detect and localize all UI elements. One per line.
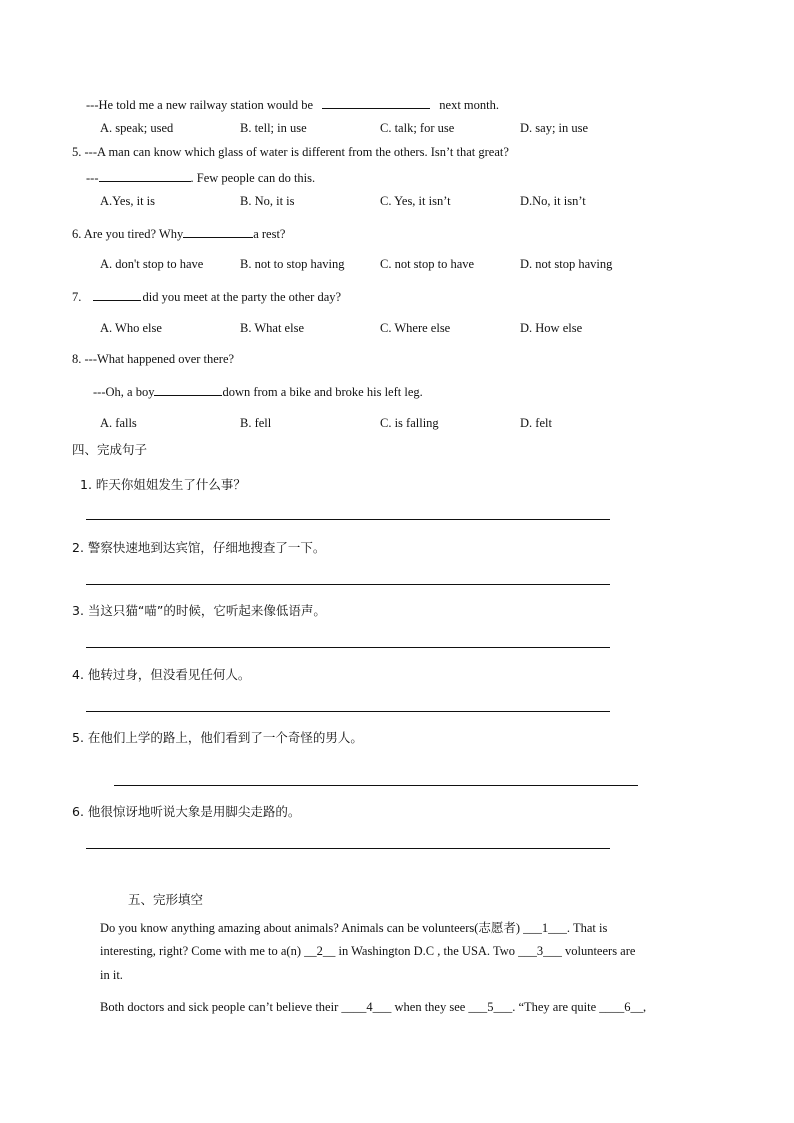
q7-option-c[interactable]: C. Where else — [380, 321, 451, 335]
q7-blank[interactable] — [93, 289, 141, 301]
q6-option-a[interactable]: A. don't stop to have — [100, 257, 204, 271]
q5-option-b[interactable]: B. No, it is — [240, 194, 295, 208]
s4-answer-line-5[interactable] — [114, 785, 638, 786]
q4-stem: ---He told me a new railway station would be next month. — [86, 98, 499, 112]
s4-answer-line-2[interactable] — [86, 584, 610, 585]
q4-option-b[interactable]: B. tell; in use — [240, 121, 307, 135]
q7-stem: 7. did you meet at the party the other day? — [72, 290, 342, 304]
q8-option-b[interactable]: B. fell — [240, 416, 272, 430]
q6-blank[interactable] — [183, 226, 253, 238]
q8-option-d[interactable]: D. felt — [520, 416, 552, 430]
q7-option-a[interactable]: A. Who else — [100, 321, 162, 335]
q5-option-c[interactable]: C. Yes, it isn’t — [380, 194, 451, 208]
s4-answer-line-4[interactable] — [86, 711, 610, 712]
cloze-blank-4[interactable]: 4 — [366, 1000, 373, 1014]
cloze-blank-2[interactable]: 2 — [316, 944, 323, 958]
q5-option-a[interactable]: A.Yes, it is — [100, 194, 155, 208]
q4-option-a[interactable]: A. speak; used — [100, 121, 174, 135]
s5-paragraph1-line3: in it. — [100, 968, 123, 982]
cloze-blank-3[interactable]: 3 — [536, 944, 544, 958]
q8-option-c[interactable]: C. is falling — [380, 416, 439, 430]
s5-paragraph1-line2: interesting, right? Come with me to a(n) __2__ in Washington D.C , the USA. Two ___3___ volunteers are — [100, 944, 636, 958]
section4-title: 四、完成句子 — [72, 442, 148, 457]
s4-answer-line-6[interactable] — [86, 848, 610, 849]
q4-blank[interactable] — [322, 97, 430, 109]
q4-option-c[interactable]: C. talk; for use — [380, 121, 455, 135]
s5-paragraph1-line1: Do you know anything amazing about animals? Animals can be volunteers(志愿者) ___1___. That is — [100, 921, 608, 935]
s5-paragraph2-line1: Both doctors and sick people can’t believe their ____4___ when they see ___5___. “They are quite ____6__, — [100, 1000, 647, 1014]
q6-option-c[interactable]: C. not stop to have — [380, 257, 475, 271]
q7-option-b[interactable]: B. What else — [240, 321, 304, 335]
q4-option-d[interactable]: D. say; in use — [520, 121, 589, 135]
q8-option-a[interactable]: A. falls — [100, 416, 137, 430]
s4-item-5: 5. 在他们上学的路上，他们看到了一个奇怪的男人。 — [72, 730, 363, 745]
s4-item-4: 4. 他转过身，但没看见任何人。 — [72, 667, 251, 682]
s4-answer-line-3[interactable] — [86, 647, 610, 648]
q6-stem: 6. Are you tired? Why a rest? — [72, 227, 286, 241]
q5-option-d[interactable]: D.No, it isn’t — [520, 194, 586, 208]
q8-stem: 8. ---What happened over there? — [72, 352, 235, 366]
q5-reply: --- . Few people can do this. — [86, 171, 316, 185]
q5-stem: 5. ---A man can know which glass of water is different from the others. Isn’t that great? — [72, 145, 509, 159]
q6-option-b[interactable]: B. not to stop having — [240, 257, 345, 271]
q6-option-d[interactable]: D. not stop having — [520, 257, 613, 271]
s4-item-2: 2. 警察快速地到达宾馆，仔细地搜查了一下。 — [72, 540, 326, 555]
q8-blank[interactable] — [154, 384, 222, 396]
q5-blank[interactable] — [99, 170, 191, 182]
section5-title: 五、完形填空 — [128, 892, 204, 907]
q7-option-d[interactable]: D. How else — [520, 321, 583, 335]
cloze-blank-6[interactable]: 6 — [624, 1000, 631, 1014]
s4-item-1: 1. 昨天你姐姐发生了什么事？ — [80, 477, 246, 492]
cloze-blank-1[interactable]: 1 — [541, 921, 549, 935]
s4-answer-line-1[interactable] — [86, 519, 610, 520]
q8-reply: ---Oh, a boy down from a bike and broke his left leg. — [93, 385, 423, 399]
s4-item-6: 6. 他很惊讶地听说大象是用脚尖走路的。 — [72, 804, 301, 819]
cloze-blank-5[interactable]: 5 — [487, 1000, 494, 1014]
s4-item-3: 3. 当这只猫“喵”的时候，它听起来像低语声。 — [72, 603, 326, 618]
